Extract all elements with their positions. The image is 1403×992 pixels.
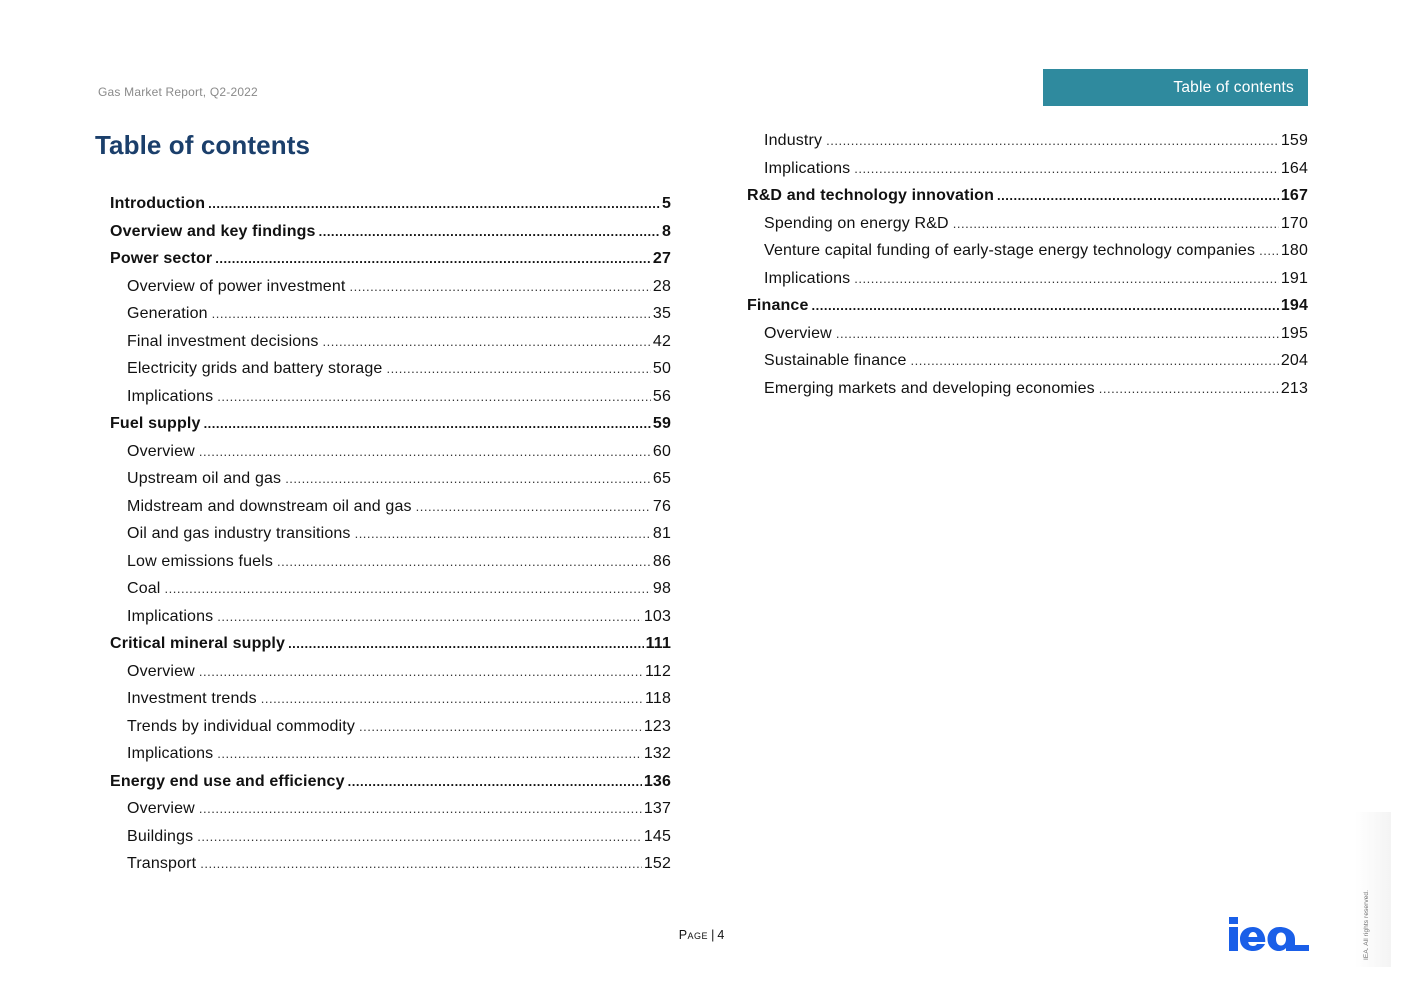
toc-dot-leader <box>208 190 660 218</box>
toc-dot-leader <box>199 795 642 823</box>
toc-entry-page: 50 <box>652 360 671 377</box>
toc-subsection-entry[interactable] <box>747 237 1308 265</box>
toc-entry-page: 98 <box>652 580 671 597</box>
toc-subsection-entry[interactable] <box>110 823 671 851</box>
toc-entry-label: Energy end use and efficiency <box>110 772 345 790</box>
toc-dot-leader <box>350 273 651 301</box>
toc-entry-label: Investment trends <box>127 690 257 707</box>
toc-entry-label: Upstream oil and gas <box>127 470 282 487</box>
toc-dot-leader <box>215 245 651 273</box>
toc-entry-label: Venture capital funding of early-stage energy technology companies <box>764 242 1256 259</box>
toc-subsection-entry[interactable] <box>110 603 671 631</box>
toc-dot-leader <box>199 658 643 686</box>
toc-entry-page: 59 <box>652 415 671 432</box>
page-number: 4 <box>717 928 725 942</box>
report-title: Gas Market Report, Q2-2022 <box>98 85 258 99</box>
toc-entry-label: Implications <box>127 607 214 625</box>
toc-subsection-entry[interactable] <box>110 795 671 823</box>
toc-dot-leader <box>854 265 1279 293</box>
toc-subsection-entry[interactable] <box>110 520 671 548</box>
toc-subsection-entry[interactable] <box>110 740 671 768</box>
toc-subsection-entry[interactable] <box>110 713 671 741</box>
toc-entry-page: 132 <box>643 745 671 762</box>
toc-dot-leader <box>261 685 643 713</box>
toc-entry-label: Overview <box>764 324 832 342</box>
toc-section-entry[interactable] <box>110 218 671 246</box>
toc-entry-page: 76 <box>652 497 671 515</box>
toc-subsection-entry[interactable] <box>110 850 671 878</box>
logo-a-tail <box>1295 945 1309 951</box>
toc-entry-page: 164 <box>1280 159 1308 177</box>
toc-entry-page: 27 <box>652 250 671 267</box>
logo-i-stem <box>1229 927 1238 951</box>
toc-dot-leader <box>359 713 642 741</box>
toc-dot-leader <box>212 300 651 328</box>
toc-dot-leader <box>319 218 660 246</box>
toc-subsection-entry[interactable] <box>110 328 671 356</box>
toc-entry-page: 137 <box>643 800 671 817</box>
page-word: Page <box>678 928 709 942</box>
toc-subsection-entry[interactable] <box>747 127 1308 155</box>
toc-entry-label: Introduction <box>110 195 206 212</box>
toc-dot-leader <box>911 347 1279 375</box>
toc-entry-label: Implications <box>127 745 214 762</box>
toc-entry-label: Overview and key findings <box>110 222 316 240</box>
toc-dot-leader <box>200 850 642 878</box>
toc-section-entry[interactable] <box>747 182 1308 210</box>
toc-section-entry[interactable] <box>110 630 671 658</box>
toc-entry-label: Industry <box>764 132 823 149</box>
toc-entry-page: 194 <box>1280 297 1308 314</box>
toc-subsection-entry[interactable] <box>747 210 1308 238</box>
page-title: Table of contents <box>95 130 311 160</box>
toc-entry-label: Oil and gas industry transitions <box>127 525 351 542</box>
toc-subsection-entry[interactable] <box>110 493 671 521</box>
toc-dot-leader <box>217 383 651 411</box>
toc-section-entry[interactable] <box>110 410 671 438</box>
toc-entry-label: Overview <box>127 662 195 680</box>
toc-entry-label: Trends by individual commodity <box>127 717 355 735</box>
toc-subsection-entry[interactable] <box>110 465 671 493</box>
toc-entry-page: 103 <box>643 607 671 625</box>
toc-entry-label: Sustainable finance <box>764 352 907 369</box>
toc-dot-leader <box>355 520 651 548</box>
toc-entry-page: 136 <box>643 772 671 790</box>
toc-entry-page: 159 <box>1280 132 1308 149</box>
toc-dot-leader <box>826 127 1279 155</box>
toc-subsection-entry[interactable] <box>110 575 671 603</box>
rights-strip <box>1355 812 1391 967</box>
toc-entry-label: Implications <box>764 159 851 177</box>
toc-entry-page: 81 <box>652 525 671 542</box>
toc-entry-page: 65 <box>652 470 671 487</box>
toc-dot-leader <box>217 603 642 631</box>
iea-logo <box>1229 917 1309 953</box>
toc-entry-label: Overview <box>127 442 195 460</box>
toc-dot-leader <box>199 438 651 466</box>
toc-entry-page: 167 <box>1280 187 1308 204</box>
toc-dot-leader <box>836 320 1279 348</box>
toc-entry-page: 28 <box>652 277 671 295</box>
toc-entry-page: 60 <box>652 442 671 460</box>
toc-entry-page: 195 <box>1280 324 1308 342</box>
toc-entry-page: 145 <box>643 827 671 845</box>
toc-subsection-entry[interactable] <box>747 320 1308 348</box>
toc-dot-leader <box>953 210 1279 238</box>
toc-entry-label: Implications <box>127 387 214 405</box>
toc-entry-page: 8 <box>661 222 671 240</box>
toc-entry-page: 170 <box>1280 214 1308 232</box>
section-header-label: Table of contents <box>1043 69 1308 106</box>
toc-entry-label: Fuel supply <box>110 415 201 432</box>
toc-entry-page: 118 <box>645 690 671 707</box>
logo-a <box>1268 927 1296 951</box>
rights-notice: IEA. All rights reserved. <box>1363 889 1370 960</box>
toc-entry-page: 86 <box>652 552 671 570</box>
toc-dot-leader <box>217 740 642 768</box>
toc-dot-leader <box>997 182 1279 210</box>
toc-entry-page: 56 <box>652 387 671 405</box>
toc-subsection-entry[interactable] <box>110 438 671 466</box>
toc-entry-label: Buildings <box>127 827 194 845</box>
toc-dot-leader <box>1099 375 1279 403</box>
toc-entry-page: 152 <box>643 855 671 872</box>
page-separator: | <box>711 928 715 942</box>
toc-dot-leader <box>1259 237 1279 265</box>
toc-entry-label: Overview of power investment <box>127 277 346 295</box>
toc-entry-page: 112 <box>645 662 671 680</box>
toc-subsection-entry[interactable] <box>110 300 671 328</box>
toc-dot-leader <box>854 155 1279 183</box>
toc-entry-label: Finance <box>747 297 809 314</box>
toc-section-entry[interactable] <box>747 292 1308 320</box>
toc-entry-label: Generation <box>127 305 208 322</box>
toc-left-column <box>110 190 671 878</box>
toc-dot-leader <box>416 493 651 521</box>
toc-subsection-entry[interactable] <box>110 685 671 713</box>
toc-subsection-entry[interactable] <box>110 548 671 576</box>
toc-dot-leader <box>165 575 651 603</box>
toc-entry-page: 213 <box>1280 379 1308 397</box>
toc-entry-label: Power sector <box>110 250 213 267</box>
toc-entry-label: Implications <box>764 269 851 287</box>
toc-entry-page: 180 <box>1280 242 1308 259</box>
toc-subsection-entry[interactable] <box>747 347 1308 375</box>
toc-dot-leader <box>812 292 1279 320</box>
toc-dot-leader <box>288 630 644 658</box>
toc-entry-page: 111 <box>645 635 671 652</box>
toc-subsection-entry[interactable] <box>110 355 671 383</box>
toc-entry-label: Final investment decisions <box>127 332 319 350</box>
toc-entry-label: Spending on energy R&D <box>764 214 949 232</box>
toc-entry-label: Emerging markets and developing economies <box>764 379 1095 397</box>
logo-e <box>1240 927 1265 951</box>
toc-entry-label: Low emissions fuels <box>127 552 274 570</box>
toc-subsection-entry[interactable] <box>747 375 1308 403</box>
toc-entry-page: 42 <box>652 332 671 350</box>
toc-entry-label: Midstream and downstream oil and gas <box>127 497 412 515</box>
logo-i-dot <box>1229 917 1238 924</box>
toc-entry-page: 123 <box>643 717 671 735</box>
toc-dot-leader <box>285 465 651 493</box>
toc-subsection-entry[interactable] <box>747 155 1308 183</box>
toc-entry-label: Electricity grids and battery storage <box>127 360 383 377</box>
toc-entry-label: Coal <box>127 580 161 597</box>
toc-section-entry[interactable] <box>110 190 671 218</box>
toc-dot-leader <box>348 768 642 796</box>
toc-entry-page: 191 <box>1280 269 1308 287</box>
toc-entry-page: 5 <box>661 195 671 212</box>
toc-entry-label: R&D and technology innovation <box>747 187 995 204</box>
toc-entry-label: Critical mineral supply <box>110 635 286 652</box>
toc-subsection-entry[interactable] <box>110 383 671 411</box>
toc-subsection-entry[interactable] <box>110 658 671 686</box>
toc-entry-page: 35 <box>652 305 671 322</box>
toc-entry-page: 204 <box>1280 352 1308 369</box>
toc-dot-leader <box>204 410 651 438</box>
toc-entry-label: Transport <box>127 855 197 872</box>
toc-subsection-entry[interactable] <box>747 265 1308 293</box>
toc-dot-leader <box>386 355 650 383</box>
toc-section-entry[interactable] <box>110 768 671 796</box>
toc-right-column <box>747 127 1308 402</box>
toc-dot-leader <box>277 548 651 576</box>
toc-subsection-entry[interactable] <box>110 273 671 301</box>
toc-dot-leader <box>323 328 651 356</box>
toc-entry-label: Overview <box>127 800 195 817</box>
page-footer <box>0 928 1403 942</box>
toc-section-entry[interactable] <box>110 245 671 273</box>
toc-dot-leader <box>197 823 642 851</box>
